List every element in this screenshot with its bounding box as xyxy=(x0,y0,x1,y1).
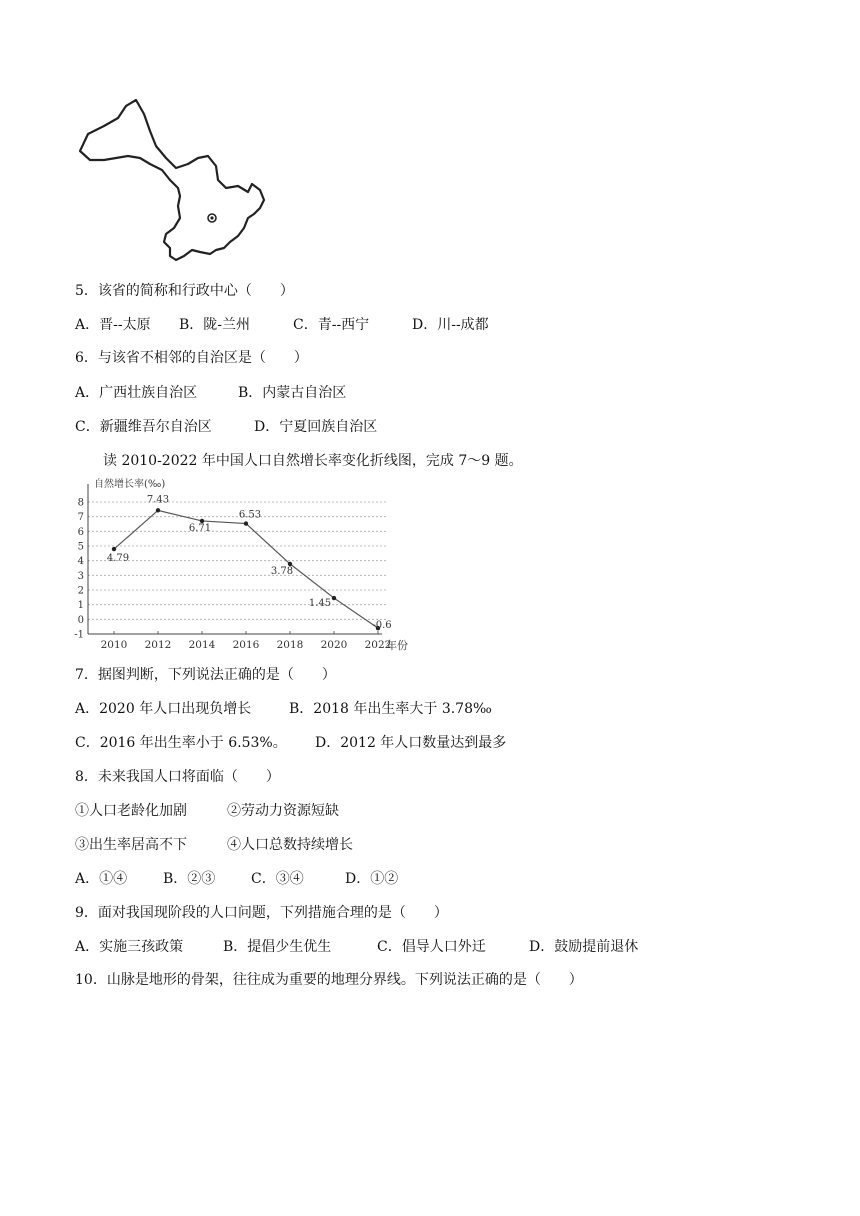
question-7-stem: 7．据图判断，下列说法正确的是（ ） xyxy=(75,667,336,683)
question-8-stem: 8．未来我国人口将面临（ ） xyxy=(75,769,280,785)
option-d: D．①② xyxy=(345,871,399,887)
question-8-options xyxy=(75,869,398,889)
data-point xyxy=(112,547,116,551)
y-tick-label: 2 xyxy=(77,585,84,597)
question-7-options-row2 xyxy=(75,733,506,753)
y-tick-label: 7 xyxy=(77,512,84,524)
option-c: C．倡导人口外迁 xyxy=(377,939,486,955)
chart-grid xyxy=(88,502,386,619)
item-2: ②劳动力资源短缺 xyxy=(227,803,339,819)
chart-axes xyxy=(88,484,382,634)
data-point xyxy=(244,521,248,525)
option-b: B．提倡少生优生 xyxy=(223,939,332,955)
option-a: A．晋--太原 xyxy=(75,317,151,333)
data-label: -0.6 xyxy=(372,620,392,632)
y-tick-labels xyxy=(74,498,84,641)
y-tick-label: 4 xyxy=(77,556,84,568)
option-c: C．新疆维吾尔自治区 xyxy=(75,419,212,435)
y-axis-label: 自然增长率(‰) xyxy=(94,479,166,490)
question-5-options xyxy=(75,315,489,335)
option-c: C．③④ xyxy=(251,871,304,887)
chart-intro-text: 读 2010-2022 年中国人口自然增长率变化折线图，完成 7～9 题。 xyxy=(103,453,523,469)
question-9-stem: 9．面对我国现阶段的人口问题，下列措施合理的是（ ） xyxy=(75,905,448,921)
question-7-options-row1 xyxy=(75,699,492,719)
question-6-options-row2 xyxy=(75,417,377,437)
option-b: B．陇-兰州 xyxy=(179,317,251,333)
option-d: D．鼓励提前退休 xyxy=(529,939,639,955)
y-tick-label: 0 xyxy=(77,614,84,626)
y-tick-label: 3 xyxy=(77,570,84,582)
option-c: C．2016 年出生率小于 6.53%。 xyxy=(75,735,287,751)
y-tick-label: -1 xyxy=(74,629,84,641)
option-d: D．宁夏回族自治区 xyxy=(254,419,378,435)
question-6-stem: 6．与该省不相邻的自治区是（ ） xyxy=(75,350,308,366)
option-b: B．内蒙古自治区 xyxy=(238,385,347,401)
item-1: ①人口老龄化加剧 xyxy=(75,803,187,819)
question-5-stem: 5．该省的简称和行政中心（ ） xyxy=(75,283,294,299)
x-tick-label: 2014 xyxy=(188,639,216,651)
question-9-options xyxy=(75,937,638,957)
option-b: B．②③ xyxy=(163,871,216,887)
y-tick-label: 5 xyxy=(77,541,84,553)
option-a: A．①④ xyxy=(75,871,128,887)
x-tick-label: 2016 xyxy=(232,639,260,651)
growth-rate-line xyxy=(114,510,378,628)
data-point xyxy=(156,508,160,512)
data-label: 4.79 xyxy=(106,553,130,565)
option-c: C．青--西宁 xyxy=(293,317,370,333)
question-8-items-row2 xyxy=(75,835,353,855)
x-tick-label: 2012 xyxy=(144,639,172,651)
x-tick-labels xyxy=(101,639,392,651)
data-label: 7.43 xyxy=(146,494,170,506)
option-d: D．川--成都 xyxy=(412,317,489,333)
y-tick-label: 8 xyxy=(77,497,84,509)
x-tick-label: 2022 xyxy=(364,639,392,651)
data-label: 3.78 xyxy=(270,565,294,577)
question-8-items-row1 xyxy=(75,801,339,821)
y-tick-label: 1 xyxy=(77,600,84,612)
item-4: ④人口总数持续增长 xyxy=(227,837,353,853)
y-tick-label: 6 xyxy=(77,526,84,538)
question-10-stem: 10．山脉是地形的骨架，往往成为重要的地理分界线。下列说法正确的是（ ） xyxy=(75,972,583,988)
data-label: 1.45 xyxy=(308,598,332,610)
data-label: 6.53 xyxy=(238,509,262,521)
data-labels xyxy=(107,494,392,631)
x-tick-label: 2010 xyxy=(100,639,128,651)
data-point xyxy=(332,596,336,600)
option-a: A．广西壮族自治区 xyxy=(75,385,198,401)
x-axis-label: 年份 xyxy=(386,639,408,652)
item-3: ③出生率居高不下 xyxy=(75,837,187,853)
data-label: 6.71 xyxy=(188,522,212,534)
option-a: A．实施三孩政策 xyxy=(75,939,184,955)
option-d: D．2012 年人口数量达到最多 xyxy=(315,735,507,751)
x-tick-label: 2020 xyxy=(320,639,348,651)
province-outline-map xyxy=(70,96,270,264)
question-6-options-row1 xyxy=(75,383,346,403)
x-tick-label: 2018 xyxy=(276,639,304,651)
population-growth-chart xyxy=(70,476,424,654)
option-a: A．2020 年人口出现负增长 xyxy=(75,701,252,717)
data-points xyxy=(112,508,380,630)
option-b: B．2018 年出生率大于 3.78‰ xyxy=(289,701,492,717)
